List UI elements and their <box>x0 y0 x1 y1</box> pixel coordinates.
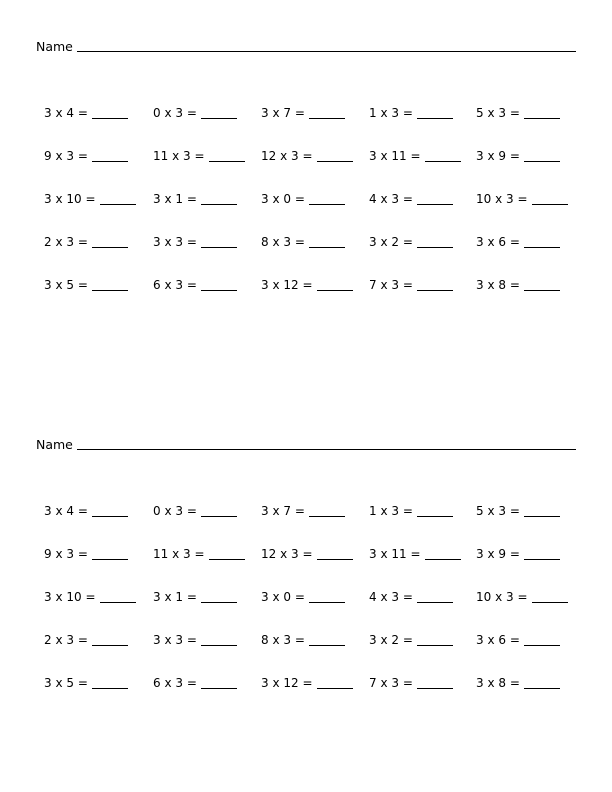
name-row <box>36 38 576 54</box>
problem <box>261 546 361 562</box>
problem-expression: 3 x 6 = <box>476 235 520 249</box>
answer-blank[interactable] <box>92 676 128 689</box>
problem <box>261 234 361 250</box>
problem-row <box>0 546 612 589</box>
problem <box>261 191 361 207</box>
problem-row <box>0 105 612 148</box>
answer-blank[interactable] <box>92 547 128 560</box>
problem <box>44 105 144 121</box>
problem <box>153 277 253 293</box>
problem <box>44 589 144 605</box>
problem-expression: 3 x 9 = <box>476 149 520 163</box>
problem-row <box>0 148 612 191</box>
answer-blank[interactable] <box>417 633 453 646</box>
problem-expression: 0 x 3 = <box>153 106 197 120</box>
problem <box>476 503 576 519</box>
problem <box>153 675 253 691</box>
problem <box>44 503 144 519</box>
problem <box>476 148 576 164</box>
problem-expression: 4 x 3 = <box>369 590 413 604</box>
worksheet-bottom <box>0 398 612 698</box>
problem-expression: 3 x 12 = <box>261 676 313 690</box>
problem-expression: 9 x 3 = <box>44 547 88 561</box>
problem <box>476 546 576 562</box>
answer-blank[interactable] <box>92 235 128 248</box>
answer-blank[interactable] <box>524 278 560 291</box>
answer-blank[interactable] <box>309 106 345 119</box>
problem-expression: 3 x 4 = <box>44 504 88 518</box>
problem <box>476 277 576 293</box>
problem <box>369 589 469 605</box>
problem <box>44 632 144 648</box>
answer-blank[interactable] <box>209 547 245 560</box>
answer-blank[interactable] <box>201 278 237 291</box>
problem <box>44 546 144 562</box>
answer-blank[interactable] <box>201 504 237 517</box>
problem-expression: 3 x 12 = <box>261 278 313 292</box>
problem-row <box>0 589 612 632</box>
name-input-line[interactable] <box>77 437 576 450</box>
problem-expression: 3 x 6 = <box>476 633 520 647</box>
problem-expression: 3 x 0 = <box>261 192 305 206</box>
name-label: Name <box>36 39 73 54</box>
problem-expression: 8 x 3 = <box>261 235 305 249</box>
problem <box>476 632 576 648</box>
answer-blank[interactable] <box>524 676 560 689</box>
problem <box>369 105 469 121</box>
problem <box>476 191 576 207</box>
problem-row <box>0 277 612 320</box>
problem-expression: 3 x 3 = <box>153 235 197 249</box>
problem-row <box>0 503 612 546</box>
answer-blank[interactable] <box>92 504 128 517</box>
problem-expression: 11 x 3 = <box>153 149 205 163</box>
answer-blank[interactable] <box>425 149 461 162</box>
problem <box>153 191 253 207</box>
answer-blank[interactable] <box>317 676 353 689</box>
answer-blank[interactable] <box>201 590 237 603</box>
answer-blank[interactable] <box>532 590 568 603</box>
answer-blank[interactable] <box>524 149 560 162</box>
problem-expression: 3 x 2 = <box>369 235 413 249</box>
problem-expression: 6 x 3 = <box>153 278 197 292</box>
answer-blank[interactable] <box>524 235 560 248</box>
problem-expression: 3 x 2 = <box>369 633 413 647</box>
problem-expression: 3 x 11 = <box>369 547 421 561</box>
problem-expression: 9 x 3 = <box>44 149 88 163</box>
answer-blank[interactable] <box>309 235 345 248</box>
problem <box>153 503 253 519</box>
problem-grid <box>0 105 612 320</box>
problem-expression: 3 x 10 = <box>44 590 96 604</box>
problem <box>153 546 253 562</box>
problem-expression: 4 x 3 = <box>369 192 413 206</box>
problem <box>476 105 576 121</box>
problem-expression: 10 x 3 = <box>476 192 528 206</box>
problem-expression: 3 x 3 = <box>153 633 197 647</box>
answer-blank[interactable] <box>417 235 453 248</box>
problem-expression: 5 x 3 = <box>476 106 520 120</box>
problem <box>476 675 576 691</box>
problem-expression: 1 x 3 = <box>369 504 413 518</box>
problem-expression: 3 x 5 = <box>44 676 88 690</box>
problem-expression: 8 x 3 = <box>261 633 305 647</box>
problem <box>153 589 253 605</box>
problem <box>44 277 144 293</box>
problem <box>261 589 361 605</box>
answer-blank[interactable] <box>317 547 353 560</box>
answer-blank[interactable] <box>209 149 245 162</box>
answer-blank[interactable] <box>100 192 136 205</box>
problem-expression: 3 x 1 = <box>153 192 197 206</box>
problem-expression: 12 x 3 = <box>261 547 313 561</box>
problem-expression: 3 x 8 = <box>476 278 520 292</box>
problem <box>44 148 144 164</box>
problem-expression: 3 x 10 = <box>44 192 96 206</box>
problem <box>261 277 361 293</box>
answer-blank[interactable] <box>92 633 128 646</box>
answer-blank[interactable] <box>92 149 128 162</box>
problem-expression: 2 x 3 = <box>44 633 88 647</box>
problem-grid <box>0 503 612 718</box>
problem <box>369 503 469 519</box>
problem-expression: 0 x 3 = <box>153 504 197 518</box>
problem <box>261 148 361 164</box>
name-label: Name <box>36 437 73 452</box>
problem-expression: 3 x 9 = <box>476 547 520 561</box>
answer-blank[interactable] <box>425 547 461 560</box>
problem-expression: 5 x 3 = <box>476 504 520 518</box>
problem-expression: 6 x 3 = <box>153 676 197 690</box>
problem-expression: 3 x 0 = <box>261 590 305 604</box>
answer-blank[interactable] <box>201 192 237 205</box>
answer-blank[interactable] <box>417 676 453 689</box>
problem <box>476 234 576 250</box>
problem <box>261 105 361 121</box>
problem <box>369 234 469 250</box>
answer-blank[interactable] <box>417 590 453 603</box>
answer-blank[interactable] <box>524 106 560 119</box>
problem <box>261 632 361 648</box>
answer-blank[interactable] <box>309 590 345 603</box>
problem-expression: 3 x 8 = <box>476 676 520 690</box>
problem <box>44 234 144 250</box>
problem <box>369 191 469 207</box>
answer-blank[interactable] <box>532 192 568 205</box>
answer-blank[interactable] <box>317 149 353 162</box>
problem-expression: 1 x 3 = <box>369 106 413 120</box>
problem-expression: 3 x 1 = <box>153 590 197 604</box>
answer-blank[interactable] <box>417 106 453 119</box>
problem <box>153 632 253 648</box>
problem <box>153 148 253 164</box>
problem-expression: 3 x 7 = <box>261 106 305 120</box>
problem-expression: 2 x 3 = <box>44 235 88 249</box>
problem <box>44 675 144 691</box>
problem <box>153 105 253 121</box>
problem <box>369 277 469 293</box>
answer-blank[interactable] <box>201 633 237 646</box>
problem-row <box>0 675 612 718</box>
answer-blank[interactable] <box>92 278 128 291</box>
problem-expression: 12 x 3 = <box>261 149 313 163</box>
problem-row <box>0 632 612 675</box>
problem-expression: 7 x 3 = <box>369 278 413 292</box>
problem <box>261 675 361 691</box>
problem-expression: 11 x 3 = <box>153 547 205 561</box>
answer-blank[interactable] <box>201 235 237 248</box>
answer-blank[interactable] <box>524 633 560 646</box>
problem <box>261 503 361 519</box>
answer-blank[interactable] <box>309 192 345 205</box>
name-input-line[interactable] <box>77 39 576 52</box>
problem-expression: 3 x 11 = <box>369 149 421 163</box>
answer-blank[interactable] <box>317 278 353 291</box>
answer-blank[interactable] <box>524 504 560 517</box>
answer-blank[interactable] <box>201 106 237 119</box>
problem <box>369 546 469 562</box>
problem <box>369 632 469 648</box>
answer-blank[interactable] <box>309 633 345 646</box>
problem <box>369 148 469 164</box>
answer-blank[interactable] <box>309 504 345 517</box>
worksheet-top <box>0 0 612 300</box>
answer-blank[interactable] <box>417 192 453 205</box>
problem-row <box>0 191 612 234</box>
answer-blank[interactable] <box>92 106 128 119</box>
problem <box>153 234 253 250</box>
problem-expression: 10 x 3 = <box>476 590 528 604</box>
problem-expression: 3 x 7 = <box>261 504 305 518</box>
problem-expression: 3 x 5 = <box>44 278 88 292</box>
answer-blank[interactable] <box>524 547 560 560</box>
problem <box>44 191 144 207</box>
answer-blank[interactable] <box>417 504 453 517</box>
problem-expression: 7 x 3 = <box>369 676 413 690</box>
answer-blank[interactable] <box>417 278 453 291</box>
problem <box>476 589 576 605</box>
problem <box>369 675 469 691</box>
problem-row <box>0 234 612 277</box>
problem-expression: 3 x 4 = <box>44 106 88 120</box>
answer-blank[interactable] <box>201 676 237 689</box>
name-row <box>36 436 576 452</box>
answer-blank[interactable] <box>100 590 136 603</box>
